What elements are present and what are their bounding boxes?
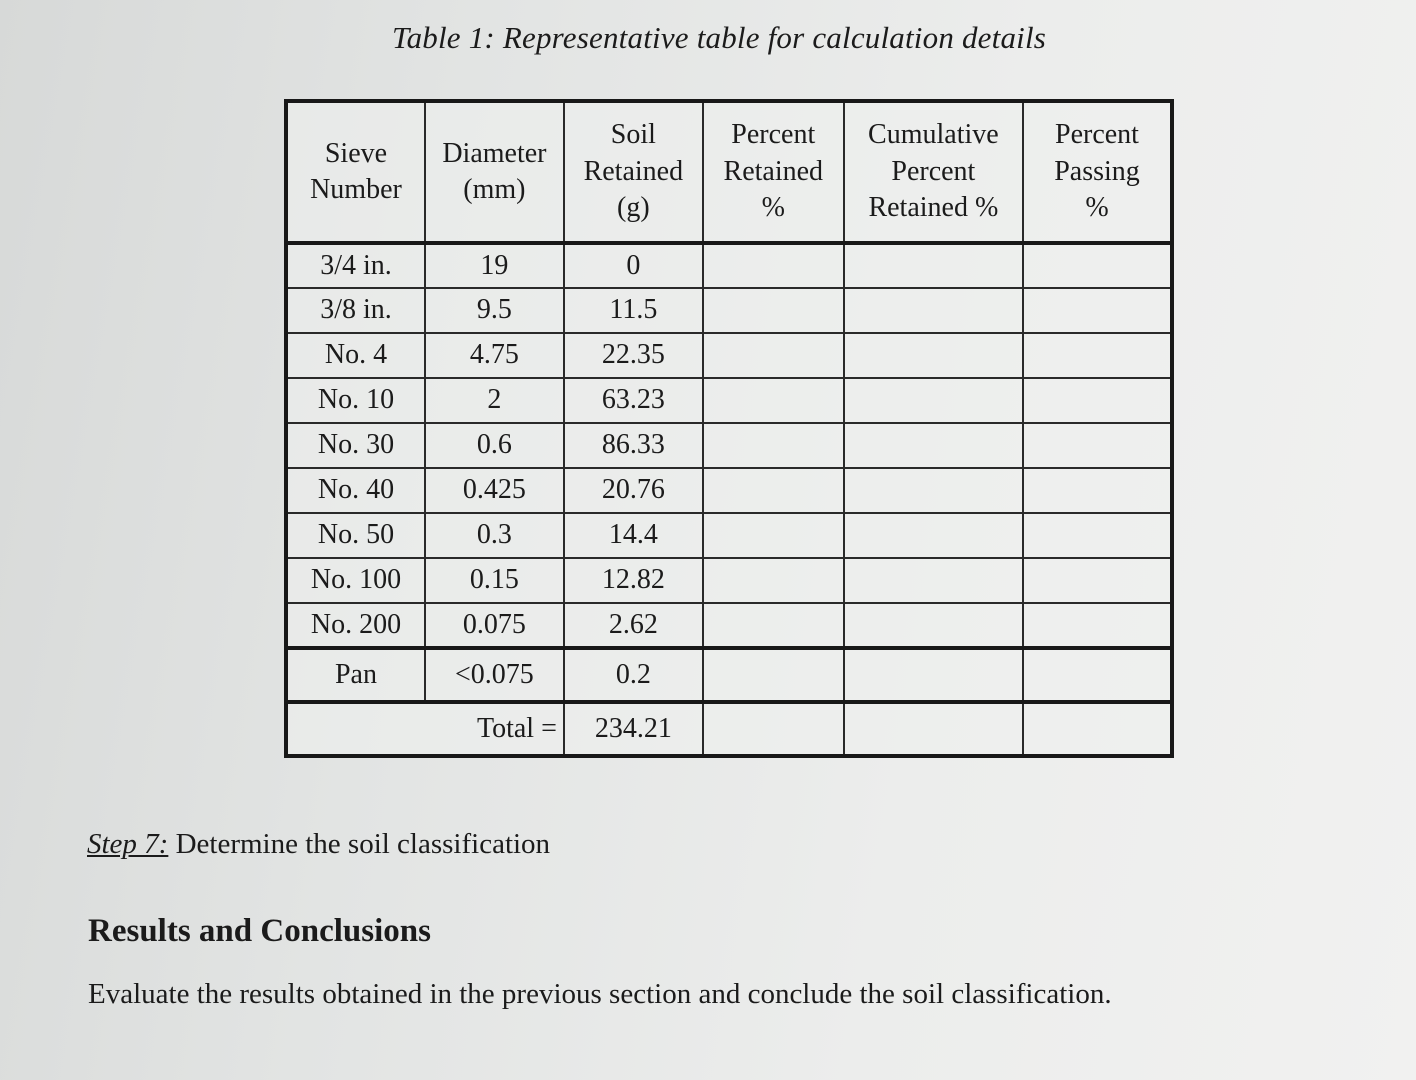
cell-soil-retained: 2.62 — [564, 603, 703, 648]
table-row — [286, 288, 1172, 333]
cell-cumulative-retained — [844, 513, 1023, 558]
cell-soil-retained: 14.4 — [564, 513, 703, 558]
cell-sieve: No. 10 — [286, 378, 425, 423]
cell-percent-retained — [703, 243, 844, 288]
cell-cumulative-retained — [844, 378, 1023, 423]
cell-percent-retained — [703, 513, 844, 558]
cell-percent-passing — [1023, 378, 1172, 423]
header-cumulative-percent-retained: Cumulative Percent Retained % — [844, 101, 1023, 243]
total-label: Total = — [286, 702, 564, 756]
cell-percent-retained — [703, 378, 844, 423]
cell-percent-passing — [1023, 513, 1172, 558]
cell-soil-retained: 22.35 — [564, 333, 703, 378]
cell-diameter: <0.075 — [425, 648, 564, 702]
header-sieve-number: Sieve Number — [286, 101, 425, 243]
cell-sieve: No. 200 — [286, 603, 425, 648]
table-row — [286, 378, 1172, 423]
cell-cumulative-retained — [844, 243, 1023, 288]
cell-percent-retained — [703, 333, 844, 378]
header-percent-retained: Percent Retained % — [703, 101, 844, 243]
step-text: Determine the soil classification — [175, 828, 551, 860]
cell-sieve: No. 30 — [286, 423, 425, 468]
cell-diameter: 2 — [425, 378, 564, 423]
cell-cumulative-retained — [844, 468, 1023, 513]
cell-soil-retained: 0 — [564, 243, 703, 288]
cell-cumulative-retained — [844, 423, 1023, 468]
header-soil-retained: Soil Retained (g) — [564, 101, 703, 243]
cell-cumulative-retained — [844, 333, 1023, 378]
cell-percent-retained — [703, 468, 844, 513]
total-row — [286, 702, 1172, 756]
table-row — [286, 513, 1172, 558]
cell-sieve: 3/4 in. — [286, 243, 425, 288]
sieve-analysis-table — [284, 99, 1174, 758]
cell-percent-passing — [1023, 702, 1172, 756]
cell-percent-retained — [703, 702, 844, 756]
cell-soil-retained: 11.5 — [564, 288, 703, 333]
cell-percent-passing — [1023, 558, 1172, 603]
cell-percent-retained — [703, 423, 844, 468]
table-row — [286, 603, 1172, 648]
cell-percent-retained — [703, 288, 844, 333]
cell-diameter: 0.3 — [425, 513, 564, 558]
cell-sieve: 3/8 in. — [286, 288, 425, 333]
table-row — [286, 243, 1172, 288]
cell-diameter: 4.75 — [425, 333, 564, 378]
step-label: Step 7: — [87, 828, 169, 860]
cell-cumulative-retained — [844, 702, 1023, 756]
cell-percent-passing — [1023, 243, 1172, 288]
pan-row — [286, 648, 1172, 702]
cell-diameter: 0.6 — [425, 423, 564, 468]
table-row — [286, 333, 1172, 378]
cell-diameter: 9.5 — [425, 288, 564, 333]
cell-sieve: No. 50 — [286, 513, 425, 558]
cell-diameter: 19 — [425, 243, 564, 288]
cell-diameter: 0.075 — [425, 603, 564, 648]
cell-percent-passing — [1023, 288, 1172, 333]
cell-soil-retained: 20.76 — [564, 468, 703, 513]
cell-soil-retained: 86.33 — [564, 423, 703, 468]
total-value: 234.21 — [564, 702, 703, 756]
cell-percent-passing — [1023, 603, 1172, 648]
cell-percent-retained — [703, 648, 844, 702]
cell-sieve: Pan — [286, 648, 425, 702]
cell-soil-retained: 63.23 — [564, 378, 703, 423]
cell-sieve: No. 40 — [286, 468, 425, 513]
cell-cumulative-retained — [844, 603, 1023, 648]
cell-cumulative-retained — [844, 648, 1023, 702]
header-percent-passing: Percent Passing % — [1023, 101, 1172, 243]
cell-percent-passing — [1023, 468, 1172, 513]
cell-percent-retained — [703, 603, 844, 648]
cell-diameter: 0.425 — [425, 468, 564, 513]
header-diameter: Diameter (mm) — [425, 101, 564, 243]
results-body: Evaluate the results obtained in the previous section and conclude the soil classification. — [88, 978, 1112, 1010]
table-caption: Table 1: Representative table for calculation details — [392, 20, 1047, 55]
cell-percent-passing — [1023, 333, 1172, 378]
cell-cumulative-retained — [844, 288, 1023, 333]
cell-soil-retained: 12.82 — [564, 558, 703, 603]
cell-diameter: 0.15 — [425, 558, 564, 603]
step-7 — [87, 828, 550, 861]
results-heading: Results and Conclusions — [88, 913, 431, 949]
cell-sieve: No. 100 — [286, 558, 425, 603]
cell-percent-passing — [1023, 423, 1172, 468]
cell-cumulative-retained — [844, 558, 1023, 603]
table-row — [286, 468, 1172, 513]
cell-sieve: No. 4 — [286, 333, 425, 378]
cell-percent-retained — [703, 558, 844, 603]
cell-percent-passing — [1023, 648, 1172, 702]
table-row — [286, 423, 1172, 468]
sieve-table-container — [284, 99, 1174, 757]
header-row — [286, 101, 1172, 243]
cell-soil-retained: 0.2 — [564, 648, 703, 702]
table-row — [286, 558, 1172, 603]
